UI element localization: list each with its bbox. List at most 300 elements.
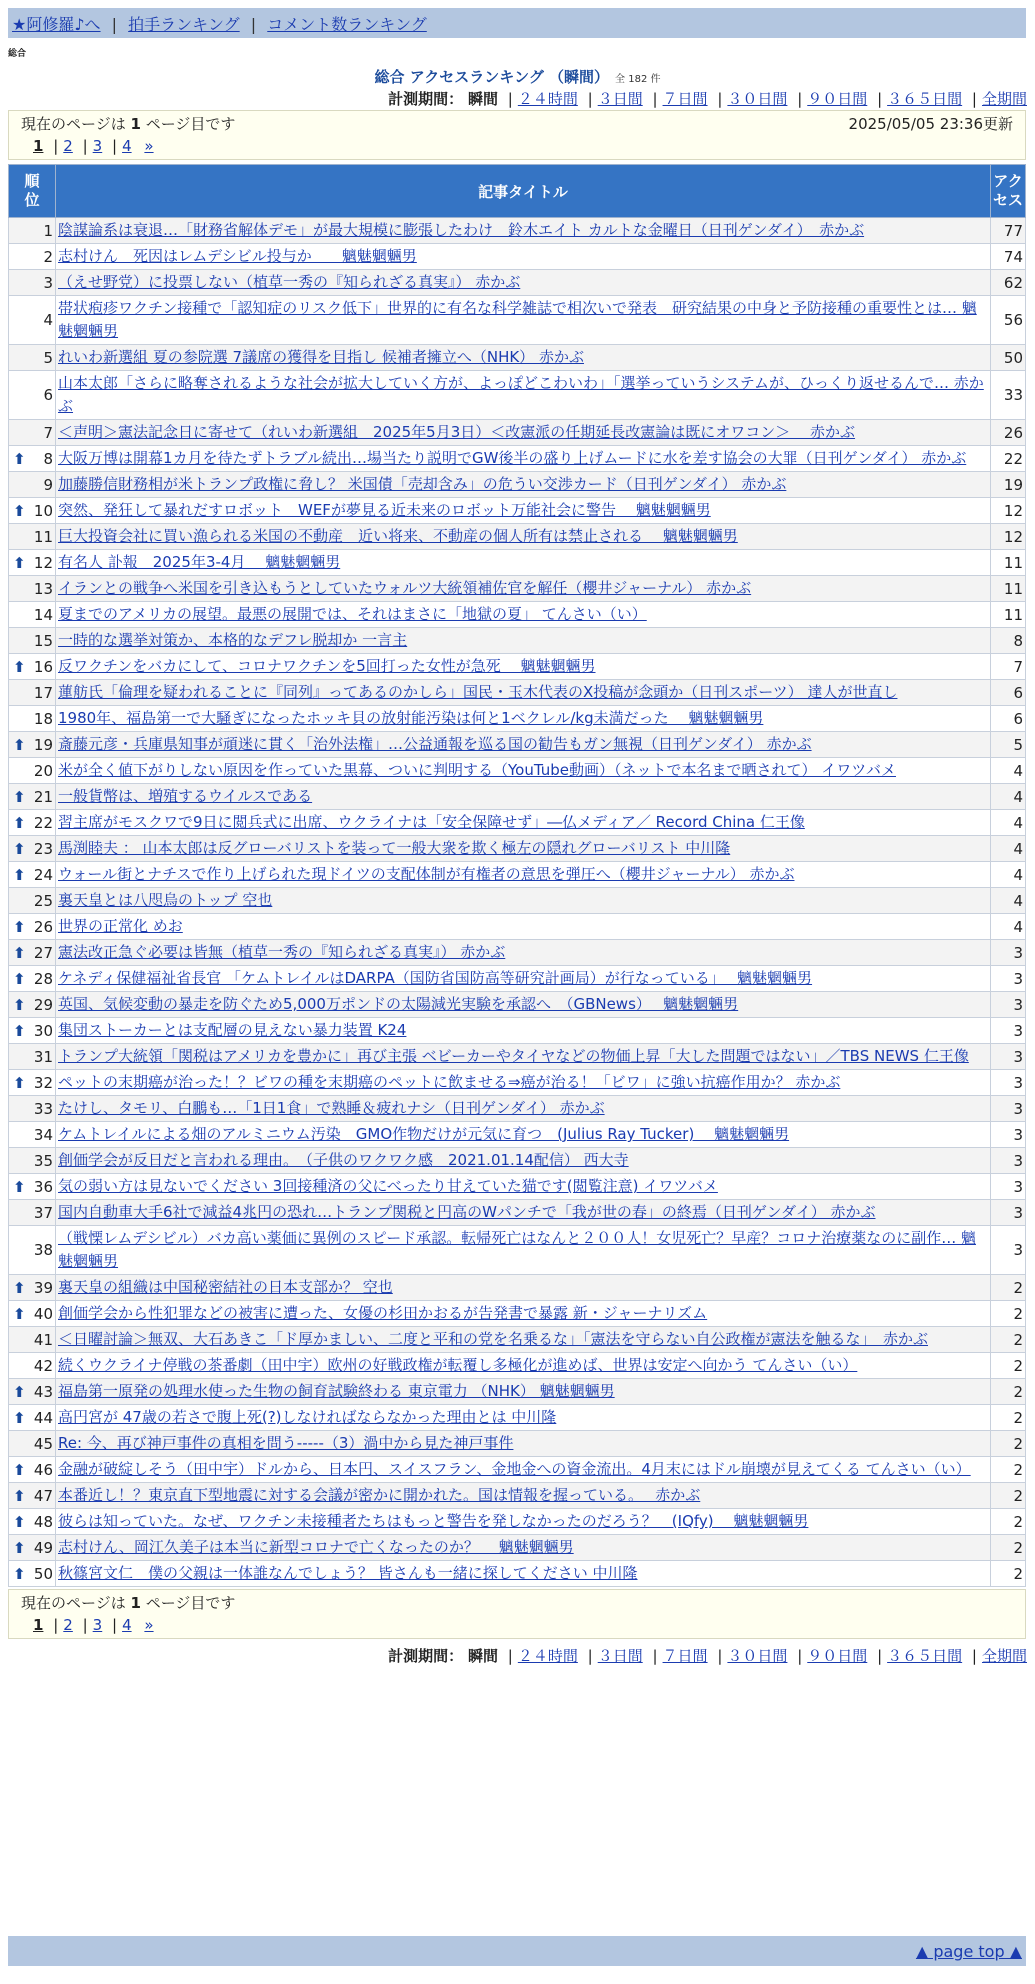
period-option[interactable]: 全期間: [981, 1647, 1027, 1665]
page-link[interactable]: 3: [92, 137, 103, 155]
page-status-suffix: ページ目です: [140, 1594, 236, 1612]
article-title-link[interactable]: 福島第一原発の処理水使った生物の飼育試験終わる 東京電力 （NHK） 魑魅魍魎男: [58, 1382, 615, 1400]
period-selector-top: [388, 88, 1027, 109]
article-title-link[interactable]: （戦慄レムデシビル）バカ高い薬価に異例のスピード承認。転帰死亡はなんと２００人！女児死亡？早産？コロナ治療薬なのに副作… 魑魅魍魎男: [58, 1229, 976, 1270]
rank-up-arrow-icon: ⬆: [13, 1177, 26, 1196]
title-cell: [56, 244, 991, 270]
article-title-link[interactable]: 陰謀論系は衰退…「財務省解体デモ」が最大規模に膨張したわけ 鈴木エイト カルトな金曜日（日刊ゲンダイ） 赤かぶ: [58, 221, 865, 239]
table-row: [9, 836, 1026, 862]
access-count: 12: [991, 524, 1026, 550]
table-row: [9, 1148, 1026, 1174]
title-cell: [56, 524, 991, 550]
page-status-prefix: 現在のページは: [21, 1594, 131, 1612]
page-link[interactable]: 3: [92, 1616, 103, 1634]
table-row: [9, 371, 1026, 420]
access-count: 77: [991, 218, 1026, 244]
table-row: [9, 706, 1026, 732]
article-title-link[interactable]: 憲法改正急ぐ必要は皆無（植草一秀の『知られざる真実』） 赤かぶ: [58, 943, 506, 961]
rank-cell: [9, 1561, 56, 1587]
access-count: 3: [991, 940, 1026, 966]
table-header-row: [9, 165, 1026, 218]
title-cell: [56, 680, 991, 706]
rank-cell: [9, 1148, 56, 1174]
rank-cell: [9, 345, 56, 371]
table-row: [9, 270, 1026, 296]
rank-number: 40: [33, 1304, 53, 1323]
link-asyura-home[interactable]: ★阿修羅♪へ: [12, 15, 101, 34]
rank-cell: [9, 244, 56, 270]
rank-cell: [9, 1044, 56, 1070]
rank-cell: [9, 498, 56, 524]
article-title-link[interactable]: 習主席がモスクワで9日に閲兵式に出席、ウクライナは「安全保障せず」―仏メディア／ Record China 仁王像: [58, 813, 805, 831]
rank-number: 7: [43, 423, 53, 442]
table-row: [9, 654, 1026, 680]
table-row: [9, 1044, 1026, 1070]
page-next-link[interactable]: »: [144, 137, 154, 155]
header-title: 記事タイトル: [56, 165, 991, 218]
table-row: [9, 966, 1026, 992]
rank-number: 31: [33, 1047, 53, 1066]
title-cell: [56, 810, 991, 836]
period-separator: |: [877, 1647, 883, 1665]
link-applause-ranking[interactable]: 拍手ランキング: [128, 15, 240, 34]
access-count: 2: [991, 1301, 1026, 1327]
rank-number: 43: [33, 1382, 53, 1401]
rank-cell: [9, 992, 56, 1018]
rank-cell: [9, 758, 56, 784]
article-title-link[interactable]: 裏天皇とは八咫烏のトップ 空也: [58, 891, 273, 909]
article-title-link[interactable]: 帯状疱疹ワクチン接種で「認知症のリスク低下」世界的に有名な科学雑誌で相次いで発表 研究結果の中身と予防接種の重要性とは… 魑魅魍魎男: [58, 299, 977, 340]
article-title-link[interactable]: 突然、発狂して暴れだすロボット WEFが夢見る近未来のロボット万能社会に警告 魑魅魍魎男: [58, 501, 711, 519]
rank-number: 27: [33, 943, 53, 962]
article-title-link[interactable]: トランプ大統領「関税はアメリカを豊かに」再び主張 ベビーカーやタイヤなどの物価上昇「大した問題ではない」／TBS NEWS 仁王像: [58, 1047, 969, 1065]
rank-number: 48: [33, 1512, 53, 1531]
table-row: [9, 1431, 1026, 1457]
rank-number: 20: [33, 761, 53, 780]
header-rank: [9, 165, 56, 218]
rank-number: 44: [33, 1408, 53, 1427]
rank-number: 30: [33, 1021, 53, 1040]
article-title-link[interactable]: 一般貨幣は、増殖するウイルスである: [58, 787, 313, 805]
rank-up-arrow-icon: ⬆: [13, 1460, 26, 1479]
title-cell: [56, 862, 991, 888]
period-option[interactable]: ７日間: [662, 1647, 708, 1665]
title-cell: [56, 446, 991, 472]
rank-cell: [9, 524, 56, 550]
page-link[interactable]: 2: [63, 1616, 73, 1634]
title-cell: [56, 1431, 991, 1457]
access-count: 2: [991, 1431, 1026, 1457]
rank-number: 4: [43, 311, 53, 329]
rank-number: 18: [33, 709, 53, 728]
rank-cell: [9, 966, 56, 992]
page-top-link[interactable]: ▲ page top ▲: [915, 1942, 1022, 1961]
period-separator: |: [507, 90, 513, 108]
rank-cell: [9, 1301, 56, 1327]
table-row: [9, 940, 1026, 966]
article-title-link[interactable]: 米が全く値下がりしない原因を作っていた黒幕、ついに判明する（YouTube動画）（ネットで本名まで晒されて） イワツバメ: [58, 761, 896, 779]
table-row: [9, 244, 1026, 270]
article-title-link[interactable]: 集団ストーカーとは支配層の見えない暴力装置 K24: [58, 1021, 407, 1039]
article-title-link[interactable]: 創価学会から性犯罪などの被害に遭った、女優の杉田かおるが告発書で暴露 新・ジャーナリズム: [58, 1304, 708, 1322]
rank-number: 19: [33, 735, 53, 754]
table-row: [9, 1327, 1026, 1353]
rank-up-arrow-icon: ⬆: [13, 1382, 26, 1401]
table-row: [9, 732, 1026, 758]
table-row: [9, 345, 1026, 371]
nav-separator: |: [111, 15, 118, 34]
rank-cell: [9, 218, 56, 244]
access-count: 12: [991, 498, 1026, 524]
article-title-link[interactable]: 有名人 訃報 2025年3-4月 魑魅魍魎男: [58, 553, 341, 571]
access-count: 3: [991, 1070, 1026, 1096]
rank-number: 35: [33, 1151, 53, 1170]
table-row: [9, 602, 1026, 628]
title-cell: [56, 550, 991, 576]
rank-cell: [9, 296, 56, 345]
rank-number: 12: [33, 553, 53, 572]
page-status: [21, 113, 235, 135]
article-title-link[interactable]: ウォール街とナチスで作り上げられた現ドイツの支配体制が有権者の意思を弾圧へ（櫻井ジャーナル） 赤かぶ: [58, 865, 795, 883]
article-title-link[interactable]: 気の弱い方は見ないでください 3回接種済の父にべったり甘えていた猫です(閲覧注意) イワツバメ: [58, 1177, 718, 1195]
title-cell: [56, 1018, 991, 1044]
page-link[interactable]: 4: [122, 137, 132, 155]
article-title-link[interactable]: 1980年、福島第一で大騒ぎになったホッキ貝の放射能汚染は何と1ベクレル/kg未満だった 魑魅魍魎男: [58, 709, 764, 727]
period-separator: |: [797, 1647, 803, 1665]
period-option[interactable]: ３６５日間: [887, 1647, 963, 1665]
article-title-link[interactable]: 馬渕睦夫 ： 山本太郎は反グローバリストを装って一般大衆を欺く極左の隠れグローバリスト 中川隆: [58, 839, 731, 857]
title-cell: [56, 1353, 991, 1379]
page-separator: |: [53, 1616, 59, 1634]
rank-cell: [9, 472, 56, 498]
article-title-link[interactable]: Re: 今、再び神戸事件の真相を問う-----（3）渦中から見た神戸事件: [58, 1434, 514, 1452]
access-count: 62: [991, 270, 1026, 296]
access-count: 4: [991, 862, 1026, 888]
table-row: [9, 524, 1026, 550]
rank-up-arrow-icon: ⬆: [13, 813, 26, 832]
article-title-link[interactable]: ケネディ保健福祉省長官 「ケムトレイルはDARPA（国防省国防高等研究計画局）が行なっている」 魑魅魍魎男: [58, 969, 813, 987]
page-link[interactable]: 4: [122, 1616, 132, 1634]
rank-cell: [9, 1483, 56, 1509]
period-option[interactable]: ３０日間: [727, 90, 788, 108]
article-title-link[interactable]: 一時的な選挙対策か、本格的なデフレ脱却か 一言主: [58, 631, 408, 649]
rank-number: 16: [33, 657, 53, 676]
access-count: 4: [991, 836, 1026, 862]
pager-top: [8, 110, 1026, 160]
title-cell: [56, 1483, 991, 1509]
access-count: 5: [991, 732, 1026, 758]
article-title-link[interactable]: ペットの末期癌が治った！？ビワの種を末期癌のペットに飲ませる⇒癌が治る！「ビワ」に強い抗癌作用か？ 赤かぶ: [58, 1073, 841, 1091]
rank-number: 8: [43, 449, 53, 468]
title-cell: [56, 758, 991, 784]
rank-number: 6: [43, 386, 53, 404]
table-row: [9, 1275, 1026, 1301]
period-separator: |: [717, 90, 723, 108]
rank-number: 22: [33, 813, 53, 832]
period-label: 計測期間：: [388, 1647, 464, 1665]
rank-up-arrow-icon: ⬆: [13, 969, 26, 988]
page-separator: |: [82, 1616, 88, 1634]
article-title-link[interactable]: ＜日曜討論＞無双、大石あきこ「ド厚かましい、二度と平和の党を名乗るな」「憲法を守らない自公政権が憲法を触るな」 赤かぶ: [58, 1330, 929, 1348]
title-cell: [56, 1122, 991, 1148]
title-cell: [56, 654, 991, 680]
table-row: [9, 1301, 1026, 1327]
rank-cell: [9, 1431, 56, 1457]
rank-cell: [9, 1018, 56, 1044]
title-cell: [56, 1044, 991, 1070]
access-count: 4: [991, 914, 1026, 940]
table-row: [9, 1457, 1026, 1483]
article-title-link[interactable]: れいわ新選組 夏の参院選 7議席の獲得を目指し 候補者擁立へ（NHK） 赤かぶ: [58, 348, 584, 366]
access-count: 3: [991, 1148, 1026, 1174]
article-title-link[interactable]: 続くウクライナ停戦の茶番劇（田中宇）欧州の好戦政権が転覆し多極化が進めば、世界は安定へ向かう てんさい（い）: [58, 1356, 858, 1374]
rank-up-arrow-icon: ⬆: [13, 1021, 26, 1040]
access-count: 3: [991, 992, 1026, 1018]
access-count: 2: [991, 1327, 1026, 1353]
article-title-link[interactable]: ＜声明＞憲法記念日に寄せて（れいわ新選組 2025年5月3日）＜改憲派の任期延長改憲論は既にオワコン＞ 赤かぶ: [58, 423, 856, 441]
period-separator: |: [507, 1647, 513, 1665]
article-title-link[interactable]: 英国、気候変動の暴走を防ぐため5,000万ポンドの太陽減光実験を承認へ （GBNews） 魑魅魍魎男: [58, 995, 739, 1013]
period-option[interactable]: ３日間: [597, 90, 643, 108]
ranking-table-body: [9, 218, 1026, 1587]
title-cell: [56, 345, 991, 371]
period-separator: |: [797, 90, 803, 108]
rank-cell: [9, 371, 56, 420]
rank-number: 9: [43, 475, 53, 494]
page-next-link[interactable]: »: [144, 1616, 154, 1634]
period-label: 計測期間：: [388, 90, 464, 108]
rank-up-arrow-icon: ⬆: [13, 1512, 26, 1531]
rank-cell: [9, 836, 56, 862]
access-count: 11: [991, 550, 1026, 576]
title-cell: [56, 1379, 991, 1405]
header-access: [991, 165, 1026, 218]
rank-up-arrow-icon: ⬆: [13, 787, 26, 806]
rank-number: 17: [33, 683, 53, 702]
rank-cell: [9, 1509, 56, 1535]
period-current: 瞬間: [467, 90, 498, 108]
access-count: 2: [991, 1405, 1026, 1431]
rank-cell: [9, 420, 56, 446]
article-title-link[interactable]: 裏天皇の組織は中国秘密結社の日本支部か？ 空也: [58, 1278, 393, 1296]
article-title-link[interactable]: 高円宮が 47歳の若さで腹上死(?)しなければならなかった理由とは 中川隆: [58, 1408, 557, 1426]
rank-cell: [9, 1070, 56, 1096]
access-count: 33: [991, 371, 1026, 420]
page-separator: |: [53, 137, 59, 155]
rank-number: 50: [33, 1564, 53, 1583]
ranking-title-block: [0, 66, 1035, 87]
access-count: 3: [991, 1044, 1026, 1070]
article-title-link[interactable]: 志村けん 死因はレムデシビル投与か 魑魅魍魎男: [58, 247, 417, 265]
article-title-link[interactable]: 蓮舫氏「倫理を疑われることに『同列』ってあるのかしら」国民・玉木代表のX投稿が念頭か（日刊スポーツ） 達人が世直し: [58, 683, 898, 701]
article-title-link[interactable]: 巨大投資会社に買い漁られる米国の不動産 近い将来、不動産の個人所有は禁止される 魑魅魍魎男: [58, 527, 738, 545]
period-option[interactable]: ３日間: [597, 1647, 643, 1665]
link-comment-ranking[interactable]: コメント数ランキング: [267, 15, 427, 34]
article-title-link[interactable]: たけし、タモリ、白鵬も…「1日1食」で熟睡＆疲れナシ（日刊ゲンダイ） 赤かぶ: [58, 1099, 605, 1117]
access-count: 11: [991, 576, 1026, 602]
title-cell: [56, 1301, 991, 1327]
table-row: [9, 862, 1026, 888]
table-row: [9, 1561, 1026, 1587]
article-title-link[interactable]: 斎藤元彦・兵庫県知事が頑迷に貫く「治外法権」…公益通報を巡る国の勧告もガン無視（日刊ゲンダイ） 赤かぶ: [58, 735, 812, 753]
title-cell: [56, 1226, 991, 1275]
table-row: [9, 1096, 1026, 1122]
rank-number: 37: [33, 1203, 53, 1222]
rank-cell: [9, 914, 56, 940]
article-title-link[interactable]: 加藤勝信財務相が米トランプ政権に脅し？ 米国債「売却含み」の危うい交渉カード（日刊ゲンダイ） 赤かぶ: [58, 475, 787, 493]
page-link[interactable]: 2: [63, 137, 73, 155]
access-count: 2: [991, 1561, 1026, 1587]
rank-up-arrow-icon: ⬆: [13, 839, 26, 858]
title-cell: [56, 1561, 991, 1587]
rank-number: 5: [43, 348, 53, 367]
access-count: 26: [991, 420, 1026, 446]
article-title-link[interactable]: 大阪万博は開幕1カ月を待たずトラブル続出…場当たり説明でGW後半の盛り上げムードに水を差す協会の大罪（日刊ゲンダイ） 赤かぶ: [58, 449, 967, 467]
page-current: 1: [33, 1616, 44, 1634]
rank-up-arrow-icon: ⬆: [13, 501, 26, 520]
title-cell: [56, 888, 991, 914]
access-count: 3: [991, 1096, 1026, 1122]
table-row: [9, 784, 1026, 810]
article-title-link[interactable]: 金融が破綻しそう（田中宇）ドルから、日本円、スイスフラン、金地金への資金流出。4月末にはドル崩壊が見えてくる てんさい（い）: [58, 1460, 971, 1478]
page-status: [21, 1592, 235, 1614]
article-title-link[interactable]: 山本太郎「さらに略奪されるような社会が拡大していく方が、よっぽどこわいわ」「選挙っていうシステムが、ひっくり返せるんで… 赤かぶ: [58, 374, 984, 415]
access-count: 2: [991, 1509, 1026, 1535]
rank-cell: [9, 888, 56, 914]
title-cell: [56, 576, 991, 602]
title-cell: [56, 940, 991, 966]
rank-cell: [9, 862, 56, 888]
article-title-link[interactable]: 国内自動車大手6社で減益4兆円の恐れ…トランプ関税と円高のWパンチで「我が世の春」の終焉（日刊ゲンダイ） 赤かぶ: [58, 1203, 876, 1221]
table-row: [9, 1509, 1026, 1535]
period-separator: |: [971, 90, 977, 108]
article-title-link[interactable]: 本番近し！？東京直下型地震に対する会議が密かに開かれた。国は情報を握っている。 赤かぶ: [58, 1486, 701, 1504]
page-links: [21, 135, 1013, 157]
title-cell: [56, 706, 991, 732]
rank-up-arrow-icon: ⬆: [13, 449, 26, 468]
title-cell: [56, 992, 991, 1018]
rank-number: 34: [33, 1125, 53, 1144]
article-title-link[interactable]: 夏までのアメリカの展望。最悪の展開では、それはまさに「地獄の夏」 てんさい（い）: [58, 605, 647, 623]
period-separator: |: [652, 1647, 658, 1665]
rank-cell: [9, 1122, 56, 1148]
rank-number: 36: [33, 1177, 53, 1196]
table-row: [9, 1483, 1026, 1509]
rank-number: 10: [33, 501, 53, 520]
rank-number: 13: [33, 579, 53, 598]
table-row: [9, 1226, 1026, 1275]
page-status-number: 1: [130, 115, 141, 133]
period-option[interactable]: ９０日間: [807, 90, 868, 108]
access-count: 74: [991, 244, 1026, 270]
access-count: 50: [991, 345, 1026, 371]
rank-cell: [9, 784, 56, 810]
rank-up-arrow-icon: ⬆: [13, 1073, 26, 1092]
article-title-link[interactable]: （えせ野党）に投票しない（植草一秀の『知られざる真実』） 赤かぶ: [58, 273, 521, 291]
table-row: [9, 1535, 1026, 1561]
access-count: 2: [991, 1275, 1026, 1301]
rank-cell: [9, 1275, 56, 1301]
rank-number: 1: [43, 221, 53, 240]
rank-up-arrow-icon: ⬆: [13, 865, 26, 884]
item-count: 全 182 件: [615, 74, 661, 85]
rank-cell: [9, 732, 56, 758]
access-count: 4: [991, 810, 1026, 836]
title-cell: [56, 732, 991, 758]
top-nav-bar: [8, 8, 1026, 38]
period-separator: |: [652, 90, 658, 108]
rank-cell: [9, 270, 56, 296]
article-title-link[interactable]: ケムトレイルによる畑のアルミニウム汚染 GMO作物だけが元気に育つ (Julius Ray Tucker) 魑魅魍魎男: [58, 1125, 790, 1143]
rank-up-arrow-icon: ⬆: [13, 1304, 26, 1323]
access-count: 2: [991, 1353, 1026, 1379]
article-title-link[interactable]: 彼らは知っていた。なぜ、ワクチン未接種者たちはもっと警告を発しなかったのだろう？ (IQfy) 魑魅魍魎男: [58, 1512, 809, 1530]
rank-up-arrow-icon: ⬆: [13, 917, 26, 936]
rank-cell: [9, 940, 56, 966]
table-row: [9, 550, 1026, 576]
period-option[interactable]: ３０日間: [727, 1647, 788, 1665]
period-option[interactable]: ２４時間: [517, 1647, 578, 1665]
access-count: 2: [991, 1535, 1026, 1561]
table-row: [9, 1379, 1026, 1405]
page-separator: |: [112, 137, 118, 155]
title-cell: [56, 602, 991, 628]
article-title-link[interactable]: 創価学会が反日だと言われる理由。 （子供のワクワク感 2021.01.14配信） 西大寺: [58, 1151, 629, 1169]
period-option[interactable]: ９０日間: [807, 1647, 868, 1665]
title-cell: [56, 1096, 991, 1122]
table-row: [9, 1070, 1026, 1096]
table-row: [9, 1018, 1026, 1044]
article-title-link[interactable]: イランとの戦争へ米国を引き込もうとしていたウォルツ大統領補佐官を解任（櫻井ジャーナル） 赤かぶ: [58, 579, 752, 597]
rank-number: 33: [33, 1099, 53, 1118]
title-cell: [56, 270, 991, 296]
rank-cell: [9, 446, 56, 472]
page-status-number: 1: [130, 1594, 141, 1612]
rank-up-arrow-icon: ⬆: [13, 553, 26, 572]
article-title-link[interactable]: 世界の正常化 めお: [58, 917, 183, 935]
article-title-link[interactable]: 志村けん、岡江久美子は本当に新型コロナで亡くなったのか？ 魑魅魍魎男: [58, 1538, 574, 1556]
table-row: [9, 1353, 1026, 1379]
rank-cell: [9, 680, 56, 706]
rank-up-arrow-icon: ⬆: [13, 735, 26, 754]
title-cell: [56, 1200, 991, 1226]
period-option[interactable]: ３６５日間: [887, 90, 963, 108]
table-row: [9, 420, 1026, 446]
table-row: [9, 758, 1026, 784]
table-row: [9, 992, 1026, 1018]
title-cell: [56, 420, 991, 446]
access-count: 3: [991, 1200, 1026, 1226]
access-count: 6: [991, 706, 1026, 732]
rank-number: 2: [43, 247, 53, 266]
period-option[interactable]: ２４時間: [517, 90, 578, 108]
period-selector-bottom: [388, 1645, 1027, 1666]
title-cell: [56, 371, 991, 420]
table-row: [9, 888, 1026, 914]
rank-up-arrow-icon: ⬆: [13, 995, 26, 1014]
rank-number: 25: [33, 891, 53, 910]
rank-number: 29: [33, 995, 53, 1014]
table-row: [9, 1200, 1026, 1226]
period-option[interactable]: ７日間: [662, 90, 708, 108]
title-cell: [56, 1148, 991, 1174]
access-count: 2: [991, 1483, 1026, 1509]
article-title-link[interactable]: 秋篠宮文仁 僕の父親は一体誰なんでしょう？ 皆さんも一緒に探してください 中川隆: [58, 1564, 638, 1582]
period-option[interactable]: 全期間: [981, 90, 1027, 108]
article-title-link[interactable]: 反ワクチンをバカにして、コロナワクチンを5回打った女性が急死 魑魅魍魎男: [58, 657, 596, 675]
page-links: [21, 1614, 1013, 1636]
rank-cell: [9, 1535, 56, 1561]
